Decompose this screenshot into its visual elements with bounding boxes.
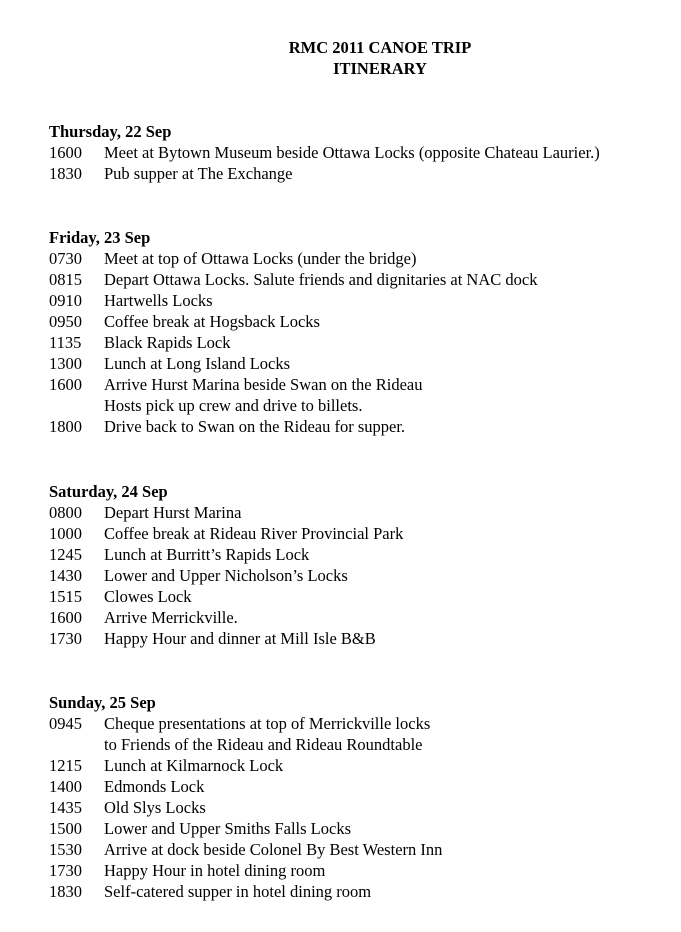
- entry-description: [104, 607, 669, 628]
- entry-description: [104, 839, 669, 860]
- entry-description: [104, 586, 669, 607]
- document-subtitle: ITINERARY: [333, 59, 427, 78]
- entry-description-line: Cheque presentations at top of Merrickville locks: [104, 714, 431, 733]
- entry-description: [104, 290, 669, 311]
- entry-description: [104, 142, 669, 163]
- entry-description: [104, 797, 669, 818]
- entry-time: 1000: [49, 524, 82, 543]
- itinerary-entry: [49, 607, 669, 628]
- entry-time: 1245: [49, 545, 82, 564]
- entry-description-line: Edmonds Lock: [104, 777, 205, 796]
- entry-time: 1400: [49, 777, 82, 796]
- entry-time: 0910: [49, 291, 82, 310]
- entry-description: [104, 776, 669, 797]
- itinerary-entry: [49, 523, 669, 544]
- entry-description: [104, 332, 669, 353]
- entry-description-line: Depart Hurst Marina: [104, 503, 242, 522]
- entry-time: 1300: [49, 354, 82, 373]
- entry-time: 0945: [49, 714, 82, 733]
- entry-time: 0815: [49, 270, 82, 289]
- entry-description: [104, 523, 669, 544]
- itinerary-entry: [49, 797, 669, 818]
- entry-time: 0730: [49, 249, 82, 268]
- entry-description: [104, 248, 669, 269]
- entry-time: 1500: [49, 819, 82, 838]
- entry-description-line: Self-catered supper in hotel dining room: [104, 882, 372, 901]
- entry-description: [104, 755, 669, 776]
- entry-description: [104, 374, 669, 416]
- entry-description-line: Happy Hour in hotel dining room: [104, 861, 326, 880]
- entry-description: [104, 311, 669, 332]
- entry-description: [104, 163, 669, 184]
- entry-description: [104, 881, 669, 902]
- entry-description-line: Lower and Upper Nicholson’s Locks: [104, 566, 348, 585]
- document-title: RMC 2011 CANOE TRIP: [288, 38, 472, 57]
- day-heading: Saturday, 24 Sep: [49, 482, 168, 501]
- entry-time: 1800: [49, 417, 82, 436]
- entry-time: 1830: [49, 882, 82, 901]
- itinerary-entry: [49, 416, 669, 437]
- entry-description-line: Arrive at dock beside Colonel By Best Western Inn: [104, 840, 443, 859]
- entry-description-line: Arrive Hurst Marina beside Swan on the Rideau: [104, 375, 423, 394]
- day-section-thursday: [49, 121, 669, 184]
- entry-time: 1600: [49, 608, 82, 627]
- day-heading: Friday, 23 Sep: [49, 228, 151, 247]
- itinerary-entry: [49, 332, 669, 353]
- entry-time: 1530: [49, 840, 82, 859]
- entry-description-line: Coffee break at Hogsback Locks: [104, 312, 320, 331]
- day-section-sunday: [49, 692, 669, 902]
- day-section-friday: [49, 227, 669, 437]
- itinerary-entry: [49, 839, 669, 860]
- entry-description-line: Old Slys Locks: [104, 798, 206, 817]
- entry-description-line: Clowes Lock: [104, 587, 192, 606]
- entry-time: 0950: [49, 312, 82, 331]
- entry-description-line: Drive back to Swan on the Rideau for supper.: [104, 417, 406, 436]
- entry-description-line: Arrive Merrickville.: [104, 608, 238, 627]
- entry-description-line: Lunch at Burritt’s Rapids Lock: [104, 545, 310, 564]
- itinerary-entry: [49, 776, 669, 797]
- itinerary-entry: [49, 755, 669, 776]
- entry-description-line: Lunch at Long Island Locks: [104, 354, 291, 373]
- itinerary-entry: [49, 163, 669, 184]
- entry-description-line: Depart Ottawa Locks. Salute friends and dignitaries at NAC dock: [104, 270, 538, 289]
- entry-description-line: Black Rapids Lock: [104, 333, 231, 352]
- entry-time: 1730: [49, 629, 82, 648]
- itinerary-entry: [49, 565, 669, 586]
- entry-description: [104, 818, 669, 839]
- entry-time: 1435: [49, 798, 82, 817]
- itinerary-entry: [49, 713, 669, 755]
- day-heading: Thursday, 22 Sep: [49, 122, 172, 141]
- entry-description-line: Pub supper at The Exchange: [104, 164, 293, 183]
- entry-time: 1830: [49, 164, 82, 183]
- itinerary-entry: [49, 628, 669, 649]
- itinerary-entry: [49, 290, 669, 311]
- itinerary-entry: [49, 142, 669, 163]
- entry-description-line: Happy Hour and dinner at Mill Isle B&B: [104, 629, 376, 648]
- itinerary-entry: [49, 502, 669, 523]
- itinerary-entry: [49, 248, 669, 269]
- entry-time: 1515: [49, 587, 82, 606]
- itinerary-entry: [49, 269, 669, 290]
- entry-description-line: Lower and Upper Smiths Falls Locks: [104, 819, 352, 838]
- entry-description: [104, 353, 669, 374]
- entry-time: 1215: [49, 756, 82, 775]
- itinerary-entry: [49, 586, 669, 607]
- day-section-saturday: [49, 481, 669, 649]
- entry-description: [104, 416, 669, 437]
- entry-time: 1135: [49, 333, 82, 352]
- itinerary-entry: [49, 353, 669, 374]
- itinerary-entry: [49, 374, 669, 416]
- entry-time: 1600: [49, 375, 82, 394]
- entry-time: 1600: [49, 143, 82, 162]
- itinerary-entry: [49, 860, 669, 881]
- entry-time: 0800: [49, 503, 82, 522]
- entry-description-line: to Friends of the Rideau and Rideau Roundtable: [104, 735, 423, 754]
- entry-description-line: Lunch at Kilmarnock Lock: [104, 756, 284, 775]
- entry-description-line: Hosts pick up crew and drive to billets.: [104, 396, 363, 415]
- entry-description-line: Meet at top of Ottawa Locks (under the bridge): [104, 249, 417, 268]
- entry-description: [104, 544, 669, 565]
- itinerary-entry: [49, 881, 669, 902]
- entry-description: [104, 502, 669, 523]
- entry-description-line: Meet at Bytown Museum beside Ottawa Locks (opposite Chateau Laurier.): [104, 143, 600, 162]
- itinerary-entry: [49, 311, 669, 332]
- entry-description: [104, 565, 669, 586]
- entry-description-line: Coffee break at Rideau River Provincial Park: [104, 524, 404, 543]
- entry-description: [104, 628, 669, 649]
- day-heading: Sunday, 25 Sep: [49, 693, 156, 712]
- entry-description: [104, 713, 669, 755]
- itinerary-entry: [49, 544, 669, 565]
- entry-description: [104, 269, 669, 290]
- entry-time: 1730: [49, 861, 82, 880]
- itinerary-entry: [49, 818, 669, 839]
- entry-time: 1430: [49, 566, 82, 585]
- entry-description-line: Hartwells Locks: [104, 291, 213, 310]
- entry-description: [104, 860, 669, 881]
